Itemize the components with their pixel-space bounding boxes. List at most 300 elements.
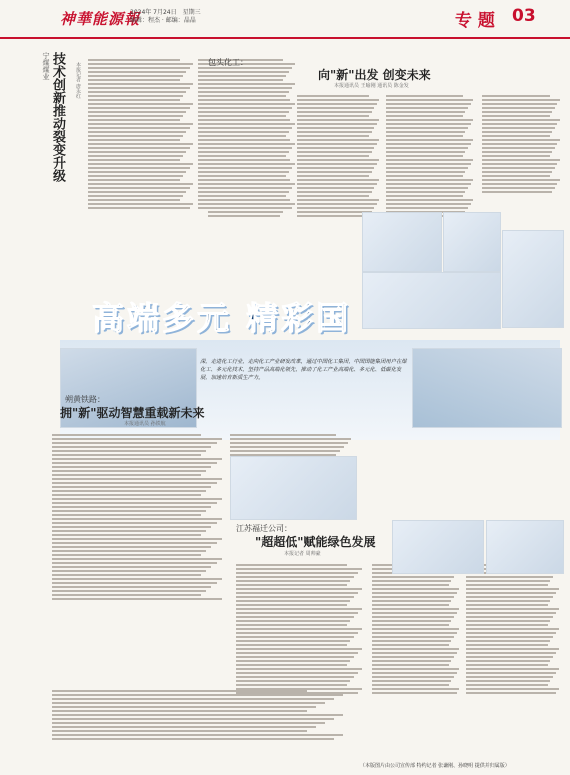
text-line: [466, 592, 556, 594]
text-line: [372, 640, 451, 642]
text-line: [88, 127, 190, 129]
text-line: [208, 119, 290, 121]
text-line: [297, 203, 377, 205]
text-line: [88, 143, 193, 145]
text-line: [372, 608, 459, 610]
text-line: [198, 79, 283, 81]
text-line: [297, 199, 379, 201]
text-line: [386, 95, 463, 97]
text-line: [208, 159, 290, 161]
text-line: [466, 608, 559, 610]
text-line: [236, 596, 354, 598]
text-line: [230, 446, 344, 448]
text-line: [466, 596, 553, 598]
text-line: [466, 580, 550, 582]
text-line: [372, 676, 454, 678]
jiangsu-byline: 本报记者 周帅豪: [284, 551, 321, 557]
text-line: [372, 592, 457, 594]
text-line: [52, 454, 201, 456]
text-line: [372, 672, 457, 674]
text-line: [482, 99, 560, 101]
text-line: [466, 612, 556, 614]
text-line: [372, 588, 459, 590]
text-line: [297, 127, 374, 129]
text-line: [52, 526, 211, 528]
jiangsu-kicker: 江苏福迁公司：: [236, 524, 292, 533]
text-line: [236, 672, 358, 674]
text-line: [386, 163, 471, 165]
text-line: [236, 600, 350, 602]
text-line: [88, 155, 183, 157]
text-line: [208, 199, 290, 201]
text-line: [297, 207, 374, 209]
text-line: [372, 680, 451, 682]
text-line: [88, 91, 186, 93]
text-line: [386, 151, 465, 153]
text-line: [386, 147, 468, 149]
text-line: [208, 167, 285, 169]
text-line: [208, 123, 288, 125]
text-line: [236, 576, 354, 578]
text-line: [236, 628, 362, 630]
text-line: [236, 644, 347, 646]
text-line: [386, 203, 471, 205]
text-line: [297, 195, 369, 197]
text-line: [88, 123, 193, 125]
text-line: [386, 131, 465, 133]
text-line: [88, 139, 180, 141]
text-line: [372, 616, 454, 618]
text-line: [466, 688, 559, 690]
text-line: [372, 600, 451, 602]
center-intro-text: 深，走进化工行业，走向化工产业研发改革，通过中国化工集团，中国国能集团用户在煤化工、多元化技术，坚持产品高端化领先，推动了化工产业高端化、多元化、低碳化发展，加速培育新质生产力。: [200, 359, 407, 381]
text-line: [236, 676, 354, 678]
text-line: [208, 171, 283, 173]
text-line: [466, 684, 548, 686]
text-line: [297, 107, 374, 109]
text-line: [466, 664, 548, 666]
text-line: [52, 506, 211, 508]
text-line: [372, 688, 459, 690]
text-line: [208, 143, 288, 145]
text-line: [297, 159, 379, 161]
text-line: [236, 640, 350, 642]
text-line: [386, 155, 463, 157]
text-line: [466, 584, 548, 586]
text-line: [236, 608, 362, 610]
text-line: [466, 660, 550, 662]
text-line: [52, 518, 222, 520]
text-line: [88, 99, 180, 101]
text-line: [386, 195, 463, 197]
text-line: [372, 660, 451, 662]
text-line: [372, 668, 459, 670]
text-line: [297, 135, 369, 137]
issue-date: 2024年 7月24日 星期三: [130, 9, 201, 16]
text-line: [52, 582, 217, 584]
text-line: [297, 151, 372, 153]
text-line: [466, 680, 550, 682]
text-line: [372, 636, 454, 638]
text-line: [466, 620, 550, 622]
text-line: [52, 522, 217, 524]
text-line: [88, 79, 180, 81]
text-line: [482, 171, 552, 173]
rail-byline: 本报通讯员 孙铁航: [124, 421, 166, 427]
text-line: [198, 87, 292, 89]
text-line: [466, 624, 548, 626]
text-line: [52, 466, 211, 468]
rail-headline: 拥"新"驱动智慧重载新未来: [60, 406, 205, 420]
text-line: [297, 167, 374, 169]
text-line: [52, 566, 211, 568]
middle-headline: 向"新"出发 创变未来: [318, 68, 431, 82]
text-line: [386, 199, 473, 201]
text-line: [236, 652, 358, 654]
text-line: [52, 574, 201, 576]
text-line: [482, 159, 560, 161]
text-line: [52, 478, 222, 480]
text-line: [386, 175, 463, 177]
text-line: [208, 195, 280, 197]
text-line: [236, 624, 347, 626]
text-line: [297, 163, 377, 165]
page-number: 03: [512, 6, 536, 26]
text-line: [386, 119, 473, 121]
middle-byline: 本报通讯员 王喻刚 通讯员 陈金发: [334, 83, 409, 89]
text-line: [386, 99, 473, 101]
left-article-byline: 本报记者 唐永红: [75, 62, 81, 99]
text-line: [297, 123, 377, 125]
text-line: [466, 600, 550, 602]
text-line: [236, 660, 350, 662]
text-line: [386, 123, 471, 125]
text-line: [208, 103, 288, 105]
text-line: [52, 578, 222, 580]
text-line: [297, 215, 369, 217]
text-line: [88, 203, 193, 205]
text-line: [386, 171, 465, 173]
text-line: [466, 672, 556, 674]
text-line: [482, 103, 557, 105]
text-line: [482, 111, 552, 113]
text-line: [88, 207, 190, 209]
text-line: [482, 167, 555, 169]
text-line: [466, 640, 550, 642]
text-line: [208, 135, 280, 137]
text-line: [88, 103, 193, 105]
text-line: [297, 103, 377, 105]
text-line: [482, 183, 557, 185]
text-line: [208, 95, 280, 97]
text-line: [466, 668, 559, 670]
text-line: [236, 604, 347, 606]
text-line: [88, 115, 183, 117]
text-line: [52, 542, 217, 544]
text-line: [208, 207, 285, 209]
text-line: [88, 199, 180, 201]
text-line: [297, 211, 372, 213]
text-line: [198, 71, 289, 73]
page-footer: （本版图片由公司宣传部 特约记者 张谦刚、孙晓明 提供并归属版）: [360, 763, 510, 769]
text-line: [88, 183, 193, 185]
text-line: [297, 95, 369, 97]
text-line: [372, 648, 459, 650]
text-line: [236, 664, 347, 666]
text-line: [466, 636, 553, 638]
text-line: [52, 538, 222, 540]
text-line: [372, 604, 449, 606]
text-line: [466, 644, 548, 646]
text-line: [88, 151, 186, 153]
text-line: [372, 576, 454, 578]
text-line: [52, 450, 206, 452]
text-line: [52, 586, 211, 588]
text-line: [297, 147, 374, 149]
text-line: [482, 95, 550, 97]
text-line: [88, 95, 183, 97]
text-line: [208, 99, 290, 101]
text-line: [236, 616, 354, 618]
middle-kicker: 包头化工：: [208, 58, 248, 67]
text-line: [466, 656, 553, 658]
text-line: [386, 207, 468, 209]
text-line: [88, 111, 186, 113]
text-line: [297, 183, 377, 185]
text-line: [52, 530, 206, 532]
text-line: [236, 632, 358, 634]
text-line: [52, 442, 217, 444]
text-line: [236, 680, 350, 682]
text-line: [236, 580, 350, 582]
text-line: [297, 139, 379, 141]
photo-plant-3: [502, 230, 564, 328]
text-line: [52, 550, 206, 552]
text-line: [88, 71, 186, 73]
text-line: [297, 111, 372, 113]
text-line: [372, 596, 454, 598]
text-line: [372, 644, 449, 646]
text-line: [386, 159, 473, 161]
text-line: [236, 584, 347, 586]
text-line: [372, 612, 457, 614]
text-line: [372, 652, 457, 654]
rail-kicker: 朔黄铁路：: [65, 395, 105, 404]
text-line: [372, 632, 457, 634]
text-line: [386, 167, 468, 169]
text-line: [88, 179, 180, 181]
text-line: [52, 510, 206, 512]
text-line: [88, 191, 186, 193]
text-line: [208, 203, 288, 205]
text-line: [386, 127, 468, 129]
text-line: [52, 462, 217, 464]
text-line: [52, 594, 201, 596]
text-line: [482, 127, 555, 129]
text-line: [372, 584, 449, 586]
text-line: [88, 163, 193, 165]
text-line: [208, 211, 283, 213]
text-line: [208, 183, 288, 185]
jiangsu-col2: [372, 562, 462, 758]
text-line: [236, 668, 362, 670]
text-line: [236, 612, 358, 614]
rail-col1: [52, 432, 227, 682]
text-line: [208, 115, 280, 117]
text-line: [236, 564, 347, 566]
text-line: [208, 131, 283, 133]
text-line: [297, 131, 372, 133]
text-line: [297, 171, 372, 173]
text-line: [466, 692, 556, 694]
text-line: [208, 187, 285, 189]
jiangsu-col3: [466, 562, 562, 758]
text-line: [386, 111, 465, 113]
text-line: [466, 676, 553, 678]
text-line: [52, 570, 206, 572]
text-line: [236, 588, 362, 590]
text-line: [466, 588, 559, 590]
issue-editors: 编辑：程杰 · 邮编：晶晶: [130, 17, 196, 24]
text-line: [52, 554, 201, 556]
text-line: [372, 692, 457, 694]
text-line: [372, 580, 451, 582]
text-line: [230, 434, 336, 436]
text-line: [386, 183, 471, 185]
text-line: [386, 135, 463, 137]
text-line: [230, 438, 351, 440]
text-line: [482, 139, 560, 141]
text-line: [88, 83, 193, 85]
jiangsu-col1: [236, 562, 366, 758]
hero-title-block: [92, 293, 360, 337]
text-line: [52, 546, 211, 548]
text-line: [482, 143, 557, 145]
text-line: [236, 656, 354, 658]
text-line: [52, 502, 217, 504]
text-line: [88, 135, 183, 137]
text-line: [88, 147, 190, 149]
text-line: [236, 592, 358, 594]
left-article-headline: 技术创新推动裂变升级: [50, 52, 65, 182]
text-line: [386, 139, 473, 141]
text-line: [482, 123, 557, 125]
text-line: [52, 474, 201, 476]
text-line: [88, 171, 186, 173]
text-line: [482, 155, 550, 157]
text-line: [52, 482, 217, 484]
text-line: [482, 107, 555, 109]
text-line: [297, 187, 374, 189]
text-line: [372, 656, 454, 658]
text-line: [208, 139, 290, 141]
text-line: [482, 135, 550, 137]
text-line: [52, 486, 211, 488]
text-line: [386, 107, 468, 109]
text-line: [482, 115, 550, 117]
text-line: [208, 111, 283, 113]
text-line: [297, 143, 377, 145]
text-line: [297, 115, 369, 117]
hero-title: 高端多元 精彩国: [92, 299, 352, 337]
text-line: [236, 572, 358, 574]
text-line: [208, 151, 283, 153]
text-line: [88, 87, 190, 89]
text-line: [466, 652, 556, 654]
text-line: [88, 63, 193, 65]
text-line: [386, 187, 468, 189]
photo-plant-4: [362, 272, 501, 329]
text-line: [372, 664, 449, 666]
text-line: [482, 131, 552, 133]
text-line: [297, 119, 379, 121]
text-line: [386, 191, 465, 193]
text-line: [482, 147, 555, 149]
text-line: [52, 470, 206, 472]
text-line: [52, 498, 222, 500]
text-line: [372, 620, 451, 622]
photo-plant-1: [362, 212, 442, 272]
text-line: [482, 119, 560, 121]
text-line: [372, 628, 459, 630]
text-line: [208, 215, 280, 217]
text-line: [236, 648, 362, 650]
text-line: [236, 688, 362, 690]
text-line: [52, 558, 222, 560]
text-line: [297, 155, 369, 157]
text-line: [482, 179, 560, 181]
text-line: [466, 616, 553, 618]
text-line: [208, 147, 285, 149]
text-line: [88, 119, 180, 121]
text-line: [236, 684, 347, 686]
text-line: [52, 534, 201, 536]
text-line: [88, 67, 190, 69]
text-line: [236, 620, 350, 622]
left-article-label: 宁煤煤业: [42, 52, 50, 80]
text-line: [372, 684, 449, 686]
text-line: [208, 179, 290, 181]
text-line: [372, 624, 449, 626]
text-line: [208, 107, 285, 109]
text-line: [52, 494, 201, 496]
text-line: [88, 107, 190, 109]
text-line: [386, 143, 471, 145]
text-line: [466, 576, 553, 578]
issue-date-block: [130, 9, 201, 25]
text-line: [386, 103, 471, 105]
text-line: [88, 59, 180, 61]
newspaper-logo: 神華能源報: [60, 10, 141, 28]
text-line: [88, 187, 190, 189]
text-line: [52, 562, 217, 564]
text-line: [466, 628, 559, 630]
text-line: [88, 131, 186, 133]
text-line: [208, 155, 280, 157]
middle-col1: [208, 93, 293, 278]
text-line: [297, 191, 372, 193]
text-line: [297, 99, 379, 101]
text-line: [386, 179, 473, 181]
text-line: [88, 175, 183, 177]
text-line: [208, 163, 288, 165]
photo-plant-2: [443, 212, 501, 272]
text-line: [208, 127, 285, 129]
text-line: [52, 458, 222, 460]
text-line: [52, 514, 201, 516]
text-line: [466, 632, 556, 634]
text-line: [297, 175, 369, 177]
